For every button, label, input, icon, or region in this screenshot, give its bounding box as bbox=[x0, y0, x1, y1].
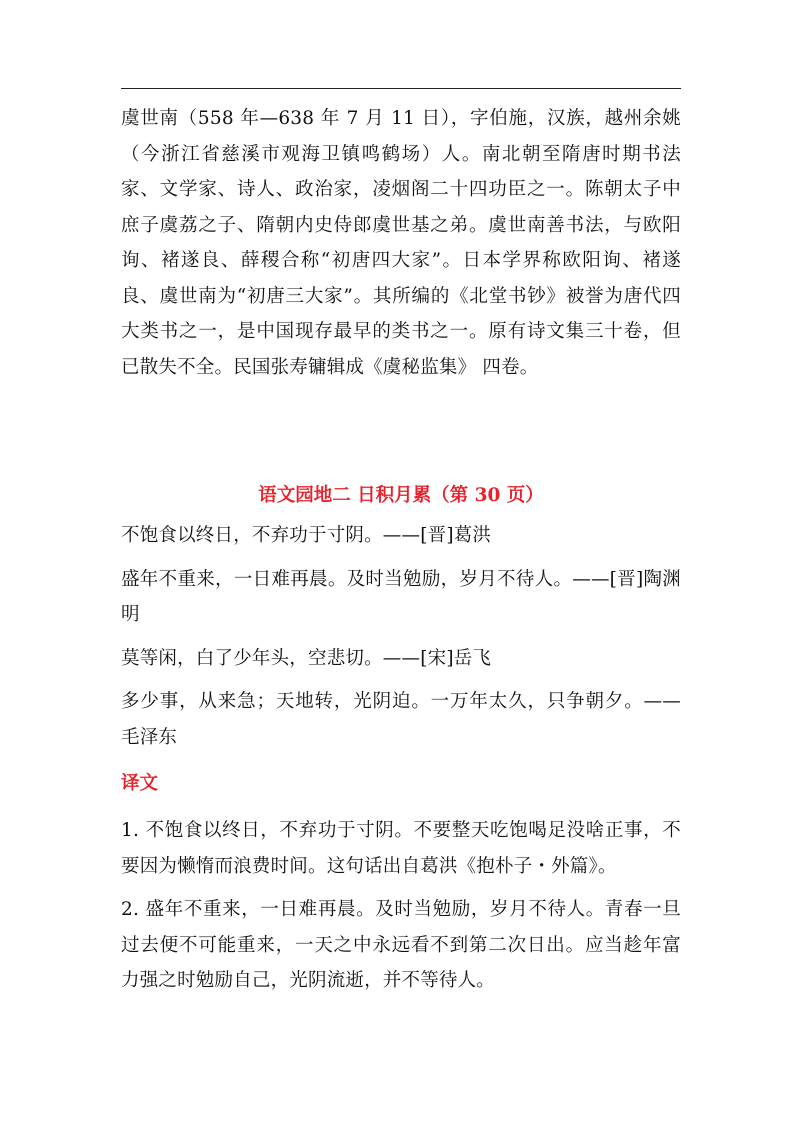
quote-item: 多少事，从来急；天地转，光阴迫。一万年太久，只争朝夕。——毛泽东 bbox=[121, 691, 681, 748]
translation-item: 2. 盛年不重来，一日难再晨。及时当勉励，岁月不待人。青春一旦过去便不可能重来，一天之中永远看不到第二次日出。应当趁年富力强之时勉励自己，光阴流逝，并不等待人。 bbox=[121, 899, 681, 991]
quote-item: 盛年不重来，一日难再晨。及时当勉励，岁月不待人。——[晋]陶渊明 bbox=[121, 568, 681, 625]
section-title: 语文园地二 日积月累（第 30 页） bbox=[258, 485, 544, 506]
quote-item: 莫等闲，白了少年头，空悲切。——[宋]岳飞 bbox=[121, 647, 492, 669]
quotes-list bbox=[121, 518, 681, 755]
header-rule bbox=[121, 88, 681, 89]
translations-list bbox=[121, 813, 681, 999]
translation-label: 译文 bbox=[121, 773, 159, 794]
quote-item: 不饱食以终日，不弃功于寸阴。——[晋]葛洪 bbox=[121, 525, 492, 546]
translation-item: 1. 不饱食以终日，不弃功于寸阴。不要整天吃饱喝足没啥正事，不要因为懒惰而浪费时间。这句话出自葛洪《抱朴子・外篇》。 bbox=[121, 820, 681, 877]
intro-section bbox=[121, 101, 681, 385]
intro-paragraph: 虞世南（558 年—638 年 7 月 11 日），字伯施，汉族，越州余姚（今浙江省慈溪市观海卫镇鸣鹤场）人。南北朝至隋唐时期书法家、文学家、诗人、政治家，凌烟阁二十四功臣之一。陈朝太子中庶子虞荔之子、隋朝内史侍郎虞世基之弟。虞世南善书法，与欧阳询、褚遂良、薛稷合称“初唐四大家”。日本学界称欧阳询、褚遂良、虞世南为“初唐三大家”。其所编的《北堂书钞》被誉为唐代四大类书之一，是中国现存最早的类书之一。原有诗文集三十卷，但已散失不全。民国张寿镛辑成《虞秘监集》 四卷。 bbox=[121, 108, 681, 378]
